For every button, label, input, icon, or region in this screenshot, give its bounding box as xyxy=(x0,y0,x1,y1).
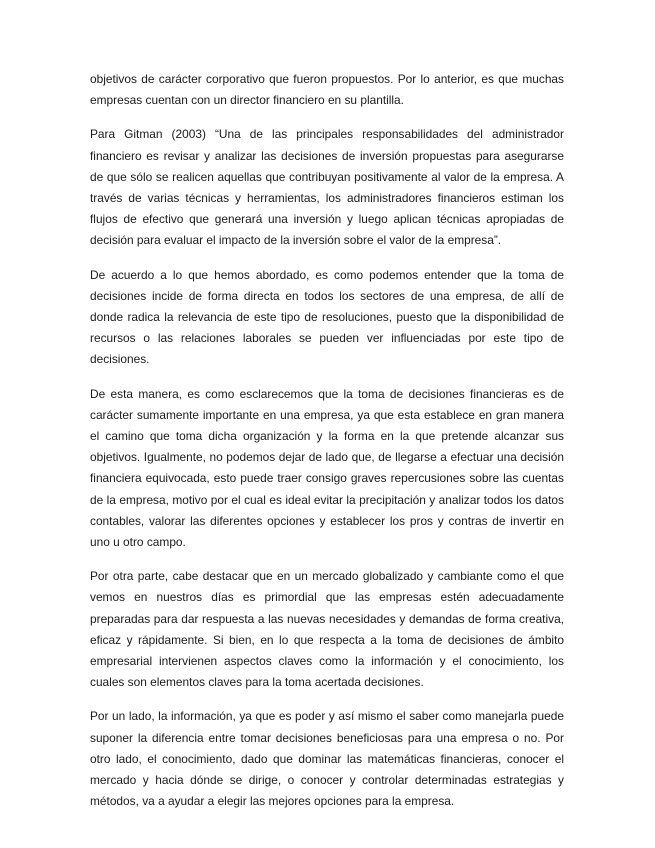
paragraph-3: De acuerdo a lo que hemos abordado, es como podemos entender que la toma de decisiones incide de forma directa en todos los sectores de una empresa, de allí de donde radica la relevancia de este tipo de resoluciones, puesto que la disponibilidad de recursos o las relaciones laborales se pueden ver influenciadas por este tipo de decisiones. xyxy=(90,267,564,367)
document-body xyxy=(90,69,564,826)
paragraph-5: Por otra parte, cabe destacar que en un mercado globalizado y cambiante como el que vemos en nuestros días es primordial que las empresas estén adecuadamente preparadas para dar respuesta a las nuevas necesidades y demandas de forma creativa, eficaz y rápidamente. Si bien, en lo que respecta a la toma de decisiones de ámbito empresarial intervienen aspectos claves como la información y el conocimiento, los cuales son elementos claves para la toma acertada decisiones. xyxy=(90,569,564,690)
paragraph-1: objetivos de carácter corporativo que fueron propuestos. Por lo anterior, es que muchas empresas cuentan con un director financiero en su plantilla. xyxy=(90,72,564,108)
paragraph-6: Por un lado, la información, ya que es poder y así mismo el saber como manejarla puede suponer la diferencia entre tomar decisiones beneficiosas para una empresa o no. Por otro lado, el conocimiento, dado que dominar las matemáticas financieras, conocer el mercado y hacia dónde se dirige, o conocer y controlar determinadas estrategias y métodos, va a ayudar a elegir las mejores opciones para la empresa. xyxy=(90,709,564,809)
paragraph-4: De esta manera, es como esclarecemos que la toma de decisiones financieras es de carácter sumamente importante en una empresa, ya que esta establece en gran manera el camino que toma dicha organización y la forma en la que pretende alcanzar sus objetivos. Igualmente, no podemos dejar de lado que, de llegarse a efectuar una decisión financiera equivocada, esto puede traer consigo graves repercusiones sobre las cuentas de la empresa, motivo por el cual es ideal evitar la precipitación y analizar todos los datos contables, valorar las diferentes opciones y establecer los pros y contras de invertir en uno u otro campo. xyxy=(90,386,564,550)
paragraph-2: Para Gitman (2003) “Una de las principales responsabilidades del administrador financiero es revisar y analizar las decisiones de inversión propuestas para asegurarse de que sólo se realicen aquellas que contribuyan positivamente al valor de la empresa. A través de varias técnicas y herramientas, los administradores financieros estiman los flujos de efectivo que generará una inversión y luego aplican técnicas apropiadas de decisión para evaluar el impacto de la inversión sobre el valor de la empresa”. xyxy=(90,127,564,248)
